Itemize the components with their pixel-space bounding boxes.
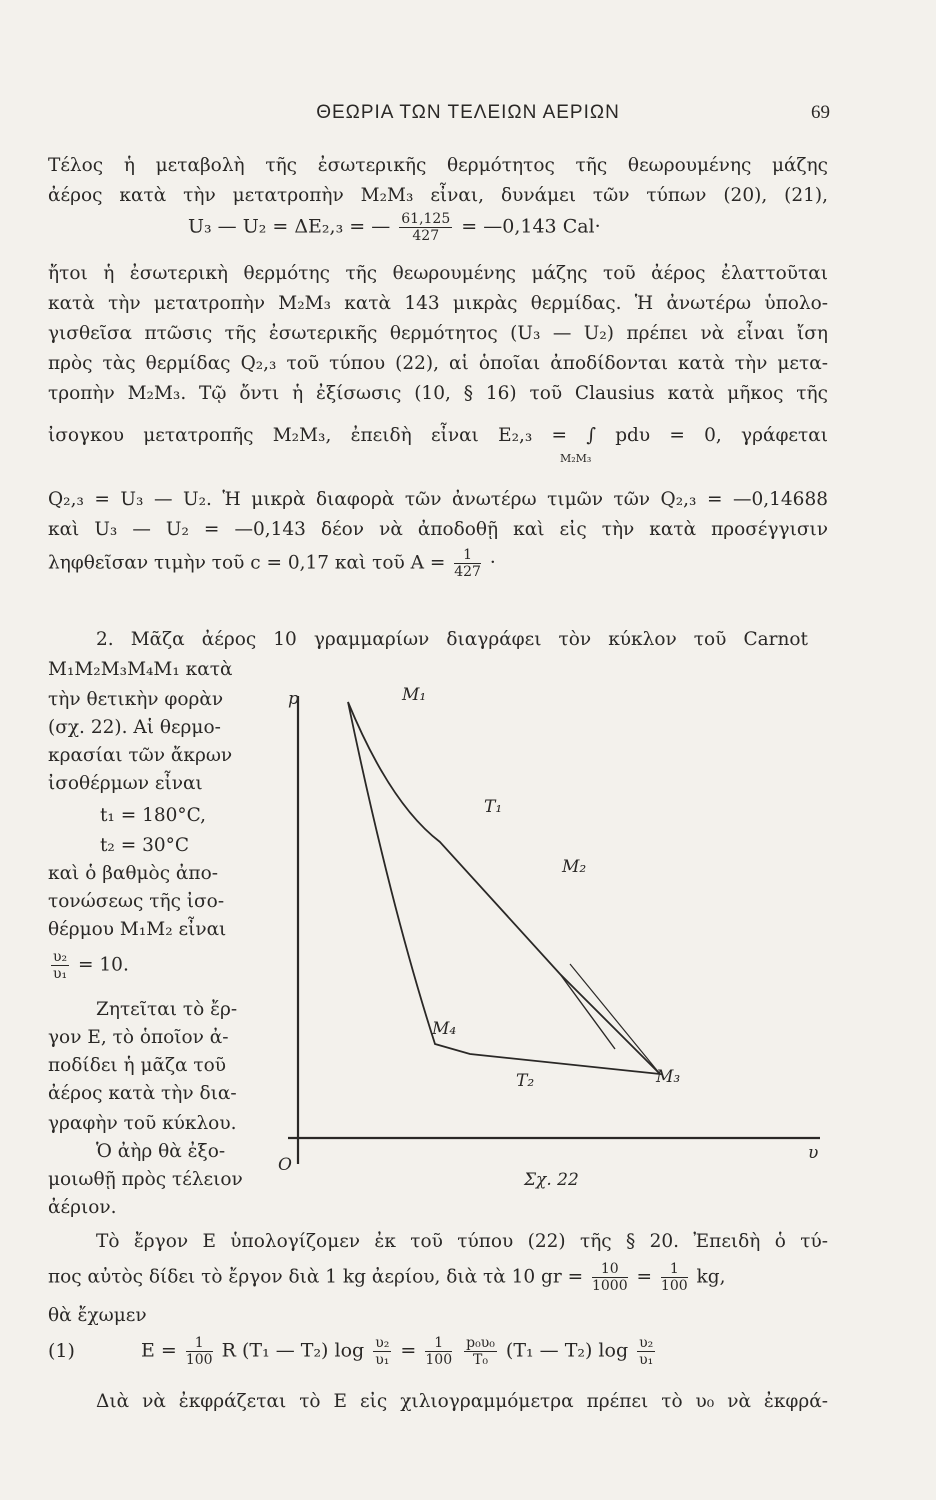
text-line: κατὰ τὴν μετατροπὴν M₂M₃ κατὰ 143 μικρὰς θερμίδας. Ἡ ἀνωτέρω ὑπολο- (48, 293, 828, 314)
fraction-denominator: υ₁ (53, 966, 68, 982)
text-part: kg, (696, 1266, 726, 1288)
text-part: = 10. (78, 954, 129, 976)
text-line: γισθεῖσα πτῶσις τῆς ἐσωτερικῆς θερμότητος (U₃ — U₂) πρέπει νὰ εἶναι ἴση (48, 323, 828, 344)
fraction-denominator: 427 (454, 564, 481, 580)
carnot-cycle-diagram (270, 664, 830, 1204)
fraction-denominator: 100 (660, 1278, 688, 1294)
origin-label: O (278, 1155, 292, 1175)
fraction (637, 1336, 655, 1367)
fraction-numerator: υ₂ (53, 949, 68, 965)
text-line: θὰ ἔχωμεν (48, 1305, 147, 1326)
text-line: M₁M₂M₃M₄M₁ κατὰ (48, 659, 233, 680)
page-number: 69 (811, 102, 830, 123)
p-axis-label: p (288, 689, 299, 709)
text-line: Διὰ νὰ ἐκφράζεται τὸ E εἰς χιλιογραμμόμετρα πρέπει τὸ υ₀ νὰ ἐκφρά- (96, 1391, 828, 1412)
text-line: ἤτοι ἡ ἐσωτερικὴ θερμότης τῆς θεωρουμένης μάζης τοῦ ἀέρος ἐλαττοῦται (48, 263, 828, 284)
text-line (48, 1262, 725, 1293)
integral-subscript: M₂M₃ (560, 452, 592, 465)
text-line: μοιωθῇ πρὸς τέλειον (48, 1169, 243, 1190)
fraction (399, 212, 452, 243)
problem-statement: 2. Μᾶζα ἀέρος 10 γραμμαρίων διαγράφει τὸν κύκλον τοῦ Carnot (96, 629, 808, 650)
fraction (454, 548, 481, 579)
equation-part: U₃ — U₂ = ΔE₂,₃ = — (188, 215, 391, 238)
fraction-denominator: T₀ (473, 1352, 488, 1368)
fraction (186, 1336, 213, 1367)
text-line: t₂ = 30°C (100, 835, 190, 856)
text-line: Ὁ ἀὴρ θὰ ἐξο- (96, 1141, 226, 1162)
text-line: ἰσοθέρμων εἶναι (48, 773, 203, 794)
text-line (48, 950, 129, 981)
fraction (425, 1336, 452, 1367)
fraction-numerator: 1 (454, 548, 481, 564)
point-m3-label: M₃ (656, 1067, 681, 1087)
text-line: Τέλος ἡ μεταβολὴ τῆς ἐσωτερικῆς θερμότητος τῆς θεωρουμένης μάζης (48, 155, 828, 176)
equation-work (48, 1336, 658, 1367)
fraction (373, 1336, 391, 1367)
text-line: ἀέρος κατὰ τὴν δια- (48, 1083, 237, 1104)
text-line: καὶ U₃ — U₂ = —0,143 δέον νὰ ἀποδοθῇ καὶ εἰς τὴν κατὰ προσέγγισιν (48, 519, 828, 540)
fraction-numerator: 1 (661, 1262, 688, 1278)
cycle-curve (348, 702, 660, 1074)
fraction-numerator: υ₂ (375, 1335, 390, 1351)
text-line: ἀέρος κατὰ τὴν μετατροπὴν M₂M₃ εἶναι, δυνάμει τῶν τύπων (20), (21), (48, 185, 828, 206)
fraction-denominator: 100 (425, 1352, 453, 1368)
equation-part: (T₁ — T₂) log (505, 1339, 629, 1362)
text-part: = (636, 1266, 653, 1288)
equation-part: R (T₁ — T₂) log (221, 1339, 365, 1362)
equation-part: E = (140, 1339, 177, 1362)
text-line: καὶ ὁ βαθμὸς ἀπο- (48, 863, 218, 884)
text-line: τροπὴν M₂M₃. Τῷ ὄντι ἡ ἐξίσωσις (10, § 16) τοῦ Clausius κατὰ μῆκος τῆς (48, 383, 828, 404)
fraction-numerator: 1 (425, 1336, 452, 1352)
text-line: πρὸς τὰς θερμίδας Q₂,₃ τοῦ τύπου (22), αἱ ὁποῖαι ἀποδίδονται κατὰ τὴν μετα- (48, 353, 828, 374)
equation-number: (1) (48, 1339, 75, 1362)
text-line: ποδίδει ἡ μᾶζα τοῦ (48, 1055, 227, 1076)
adiabat-arrow (570, 964, 660, 1074)
text-line: t₁ = 180°C, (100, 805, 207, 826)
text-part: · (489, 552, 496, 574)
text-part: πος αὐτὸς δίδει τὸ ἔργον διὰ 1 kg ἀερίου, διὰ τὰ 10 gr = (48, 1266, 584, 1288)
fraction-numerator: 1 (186, 1336, 213, 1352)
fraction-numerator: υ₂ (639, 1335, 654, 1351)
text-line: κρασίαι τῶν ἄκρων (48, 745, 233, 766)
equation-part: = (400, 1339, 417, 1362)
text-line: (σχ. 22). Αἱ θερμο- (48, 717, 221, 738)
text-line: τὴν θετικὴν φορὰν (48, 689, 224, 710)
point-m1-label: M₁ (402, 685, 427, 705)
figure-caption: Σχ. 22 (524, 1170, 579, 1190)
text-line: Τὸ ἔργον E ὑπολογίζομεν ἐκ τοῦ τύπου (22) τῆς § 20. Ἐπειδὴ ὁ τύ- (96, 1231, 828, 1252)
text-part: ληφθεῖσαν τιμὴν τοῦ c = 0,17 καὶ τοῦ A = (48, 552, 446, 574)
fraction-denominator: υ₁ (375, 1352, 390, 1368)
text-line: γον E, τὸ ὁποῖον ἀ- (48, 1027, 229, 1048)
text-line: θέρμου M₁M₂ εἶναι (48, 919, 227, 940)
point-m2-label: M₂ (562, 857, 587, 877)
equation-internal-energy (188, 212, 601, 243)
isotherm-t2-label: T₂ (516, 1071, 535, 1091)
text-line: ἀέριον. (48, 1197, 117, 1218)
fraction (661, 1262, 688, 1293)
point-m4-label: M₄ (432, 1019, 457, 1039)
fraction-numerator: 10 (592, 1262, 628, 1278)
text-line: τονώσεως τῆς ἰσο- (48, 891, 225, 912)
running-header: ΘΕΩΡΙΑ ΤΩΝ ΤΕΛΕΙΩΝ ΑΕΡΙΩΝ (316, 102, 620, 123)
text-line: Ζητεῖται τὸ ἔρ- (96, 999, 238, 1020)
equation-part: = —0,143 Cal· (461, 215, 601, 238)
fraction-denominator: 427 (412, 228, 440, 244)
fraction (51, 950, 69, 981)
fraction-denominator: 1000 (591, 1278, 628, 1294)
v-axis-label: υ (808, 1143, 819, 1163)
fraction-denominator: υ₁ (639, 1352, 654, 1368)
text-line: Q₂,₃ = U₃ — U₂. Ἡ μικρὰ διαφορὰ τῶν ἀνωτέρω τιμῶν τῶν Q₂,₃ = —0,14688 (48, 489, 828, 510)
text-line: ἰσογκου μετατροπῆς M₂M₃, ἐπειδὴ εἶναι E₂,₃ = ∫ pdυ = 0, γράφεται (48, 425, 828, 446)
text-line: γραφὴν τοῦ κύκλου. (48, 1113, 237, 1134)
fraction-numerator: p₀υ₀ (466, 1335, 495, 1351)
isotherm-t1-label: T₁ (484, 797, 503, 817)
fraction-denominator: 100 (185, 1352, 213, 1368)
text-line (48, 548, 496, 579)
fraction (464, 1336, 497, 1367)
fraction-numerator: 61,125 (401, 211, 451, 227)
fraction (592, 1262, 628, 1293)
